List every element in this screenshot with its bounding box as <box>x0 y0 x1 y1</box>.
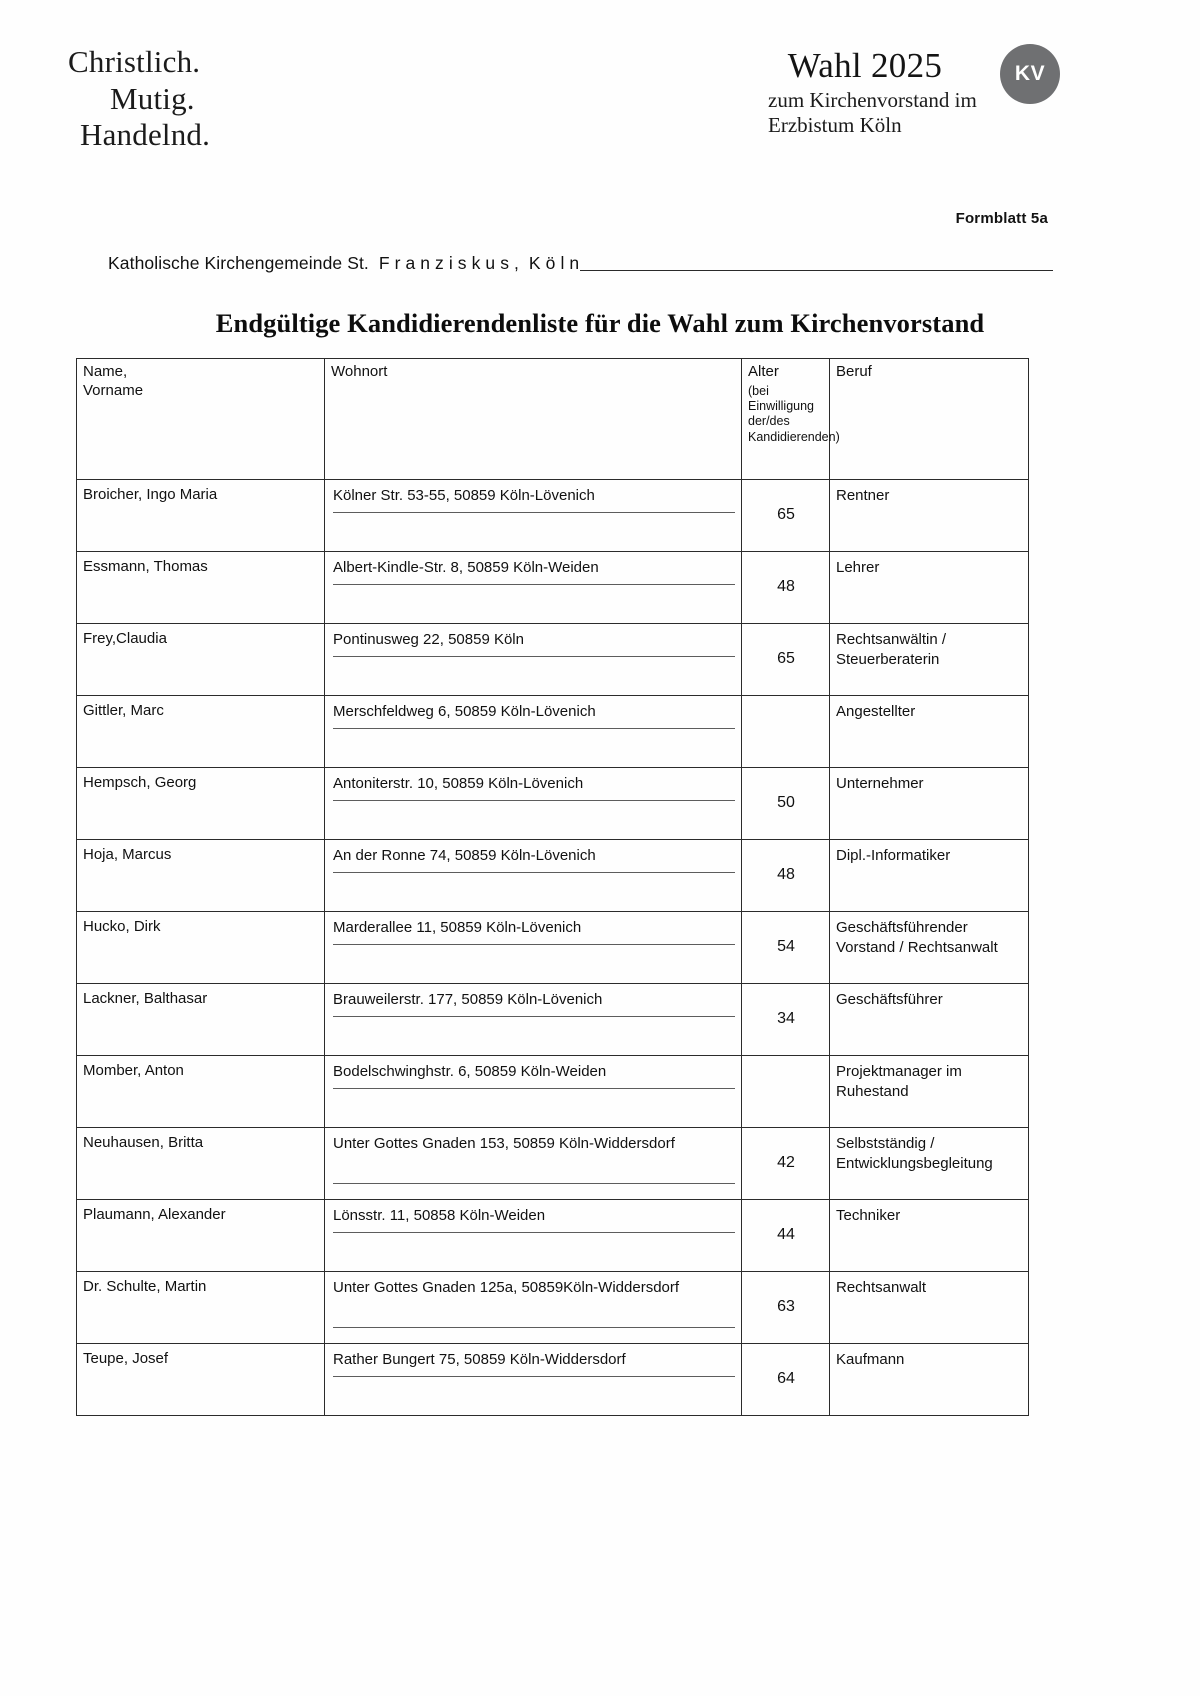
beruf-text: Rechtsanwalt <box>836 1279 927 1296</box>
table-row <box>77 984 1029 1056</box>
cell-alter: 65 <box>742 480 830 552</box>
cell-name: Frey,Claudia <box>77 624 325 696</box>
cell-wohnort <box>325 1056 742 1128</box>
wohnort-underline <box>333 512 735 513</box>
cell-alter <box>742 1056 830 1128</box>
cell-wohnort <box>325 624 742 696</box>
wohnort-text: Unter Gottes Gnaden 153, 50859 Köln-Widdersdorf <box>333 1135 675 1152</box>
wohnort-text: An der Ronne 74, 50859 Köln-Lövenich <box>333 847 596 864</box>
beruf-text: Angestellter <box>836 703 916 720</box>
wohnort-underline <box>333 1232 735 1233</box>
cell-wohnort <box>325 1200 742 1272</box>
wohnort-field <box>325 1056 741 1082</box>
table-row <box>77 768 1029 840</box>
wohnort-underline <box>333 584 735 585</box>
kv-logo-icon <box>1000 44 1060 104</box>
column-header-beruf: Beruf <box>830 359 1029 480</box>
cell-name: Gittler, Marc <box>77 696 325 768</box>
cell-name: Hempsch, Georg <box>77 768 325 840</box>
wohnort-field <box>325 984 741 1010</box>
wohnort-field <box>325 1128 741 1154</box>
cell-beruf <box>830 768 1029 840</box>
slogan-line-2: Mutig. <box>110 80 195 116</box>
cell-beruf <box>830 840 1029 912</box>
wohnort-field <box>325 912 741 938</box>
wohnort-field <box>325 768 741 794</box>
wohnort-underline <box>333 1016 735 1017</box>
cell-wohnort <box>325 1344 742 1416</box>
cell-beruf <box>830 912 1029 984</box>
beruf-text: Geschäftsführer <box>836 991 943 1008</box>
beruf-text: Geschäftsführender Vorstand / Rechtsanwalt <box>836 919 998 956</box>
cell-beruf <box>830 1200 1029 1272</box>
cell-name: Broicher, Ingo Maria <box>77 480 325 552</box>
wohnort-text: Rather Bungert 75, 50859 Köln-Widdersdorf <box>333 1351 626 1368</box>
cell-name: Hoja, Marcus <box>77 840 325 912</box>
wohnort-text: Antoniterstr. 10, 50859 Köln-Lövenich <box>333 775 584 792</box>
election-subtitle-line-1: zum Kirchenvorstand im <box>768 88 977 113</box>
campaign-slogan <box>68 44 210 154</box>
cell-beruf <box>830 552 1029 624</box>
cell-alter: 64 <box>742 1344 830 1416</box>
table-body <box>77 480 1029 1416</box>
cell-wohnort <box>325 696 742 768</box>
cell-name: Teupe, Josef <box>77 1344 325 1416</box>
beruf-text: Dipl.-Informatiker <box>836 847 951 864</box>
table-row <box>77 696 1029 768</box>
cell-alter: 42 <box>742 1128 830 1200</box>
cell-alter: 48 <box>742 840 830 912</box>
beruf-text: Projektmanager im Ruhestand <box>836 1063 962 1100</box>
cell-alter <box>742 696 830 768</box>
wohnort-text: Unter Gottes Gnaden 125a, 50859Köln-Widdersdorf <box>333 1279 680 1296</box>
election-title-block <box>700 46 1030 137</box>
page-header <box>0 0 1200 190</box>
wohnort-underline <box>333 1376 735 1377</box>
beruf-text: Selbstständig / Entwicklungsbegleitung <box>836 1135 993 1172</box>
table-row <box>77 1200 1029 1272</box>
cell-beruf <box>830 1128 1029 1200</box>
cell-name: Hucko, Dirk <box>77 912 325 984</box>
cell-wohnort <box>325 552 742 624</box>
beruf-text: Kaufmann <box>836 1351 905 1368</box>
cell-wohnort <box>325 480 742 552</box>
cell-wohnort <box>325 1128 742 1200</box>
table-row <box>77 912 1029 984</box>
cell-alter: 65 <box>742 624 830 696</box>
cell-beruf <box>830 1272 1029 1344</box>
cell-name: Essmann, Thomas <box>77 552 325 624</box>
wohnort-text: Albert-Kindle-Str. 8, 50859 Köln-Weiden <box>333 559 599 576</box>
election-subtitle <box>700 88 1030 137</box>
wohnort-text: Merschfeldweg 6, 50859 Köln-Lövenich <box>333 703 596 720</box>
wohnort-text: Lönsstr. 11, 50858 Köln-Weiden <box>333 1207 546 1224</box>
cell-wohnort <box>325 984 742 1056</box>
cell-alter: 54 <box>742 912 830 984</box>
beruf-text: Rentner <box>836 487 890 504</box>
cell-name: Momber, Anton <box>77 1056 325 1128</box>
table-row <box>77 1128 1029 1200</box>
parish-name: Katholische Kirchengemeinde St. F r a n z i s k u s , K ö l n <box>108 253 580 273</box>
parish-line <box>108 253 1053 274</box>
cell-beruf <box>830 696 1029 768</box>
wohnort-underline <box>333 656 735 657</box>
cell-alter: 63 <box>742 1272 830 1344</box>
cell-beruf <box>830 1344 1029 1416</box>
cell-name: Lackner, Balthasar <box>77 984 325 1056</box>
wohnort-field <box>325 480 741 506</box>
column-header-alter-main: Alter <box>748 363 779 380</box>
column-header-wohnort: Wohnort <box>325 359 742 480</box>
column-header-name-line2: Vorname <box>83 381 144 399</box>
table-row <box>77 552 1029 624</box>
form-number: Formblatt 5a <box>955 210 1048 227</box>
page-title: Endgültige Kandidierendenliste für die Wahl zum Kirchenvorstand <box>215 308 985 338</box>
cell-alter: 50 <box>742 768 830 840</box>
wohnort-underline <box>333 800 735 801</box>
wohnort-field <box>325 1272 741 1298</box>
column-header-alter <box>742 359 840 480</box>
wohnort-underline <box>333 1088 735 1089</box>
table-row <box>77 1056 1029 1128</box>
wohnort-underline <box>333 944 735 945</box>
cell-beruf <box>830 984 1029 1056</box>
cell-beruf <box>830 624 1029 696</box>
cell-name: Neuhausen, Britta <box>77 1128 325 1200</box>
wohnort-underline <box>333 1183 735 1184</box>
cell-wohnort <box>325 768 742 840</box>
wohnort-underline <box>333 728 735 729</box>
cell-beruf <box>830 1056 1029 1128</box>
beruf-text: Unternehmer <box>836 775 924 792</box>
table-row <box>77 840 1029 912</box>
wohnort-text: Kölner Str. 53-55, 50859 Köln-Lövenich <box>333 487 595 504</box>
column-header-name-line1: Name, <box>83 363 128 380</box>
column-header-name <box>77 359 325 480</box>
wohnort-text: Marderallee 11, 50859 Köln-Lövenich <box>333 919 582 936</box>
table-row <box>77 1344 1029 1416</box>
wohnort-field <box>325 624 741 650</box>
kv-logo-label: KV <box>1014 62 1046 85</box>
cell-wohnort <box>325 840 742 912</box>
wohnort-field <box>325 1344 741 1370</box>
election-subtitle-line-2: Erzbistum Köln <box>768 112 902 137</box>
cell-wohnort <box>325 1272 742 1344</box>
table-row <box>77 1272 1029 1344</box>
wohnort-text: Pontinusweg 22, 50859 Köln <box>333 631 524 648</box>
beruf-text: Rechtsanwältin / Steuerberaterin <box>836 631 947 668</box>
table-row <box>77 480 1029 552</box>
column-header-alter-sub: (bei Einwilligung der/des Kandidierenden) <box>748 383 840 444</box>
table-row <box>77 624 1029 696</box>
cell-name: Plaumann, Alexander <box>77 1200 325 1272</box>
parish-fill-rule <box>580 270 1053 271</box>
cell-name: Dr. Schulte, Martin <box>77 1272 325 1344</box>
wohnort-field <box>325 840 741 866</box>
slogan-line-1: Christlich. <box>68 44 201 79</box>
beruf-text: Lehrer <box>836 559 880 576</box>
table-header-row <box>77 359 1029 480</box>
wohnort-underline <box>333 872 735 873</box>
cell-alter: 48 <box>742 552 830 624</box>
cell-wohnort <box>325 912 742 984</box>
table-header <box>77 359 1029 480</box>
wohnort-underline <box>333 1327 735 1328</box>
cell-beruf <box>830 480 1029 552</box>
candidate-list-table <box>76 358 1029 1416</box>
wohnort-text: Brauweilerstr. 177, 50859 Köln-Lövenich <box>333 991 603 1008</box>
cell-alter: 44 <box>742 1200 830 1272</box>
wohnort-field <box>325 696 741 722</box>
wohnort-text: Bodelschwinghstr. 6, 50859 Köln-Weiden <box>333 1063 607 1080</box>
election-title: Wahl 2025 <box>787 46 943 85</box>
wohnort-field <box>325 552 741 578</box>
wohnort-field <box>325 1200 741 1226</box>
beruf-text: Techniker <box>836 1207 901 1224</box>
slogan-line-3: Handelnd. <box>80 117 211 153</box>
cell-alter: 34 <box>742 984 830 1056</box>
